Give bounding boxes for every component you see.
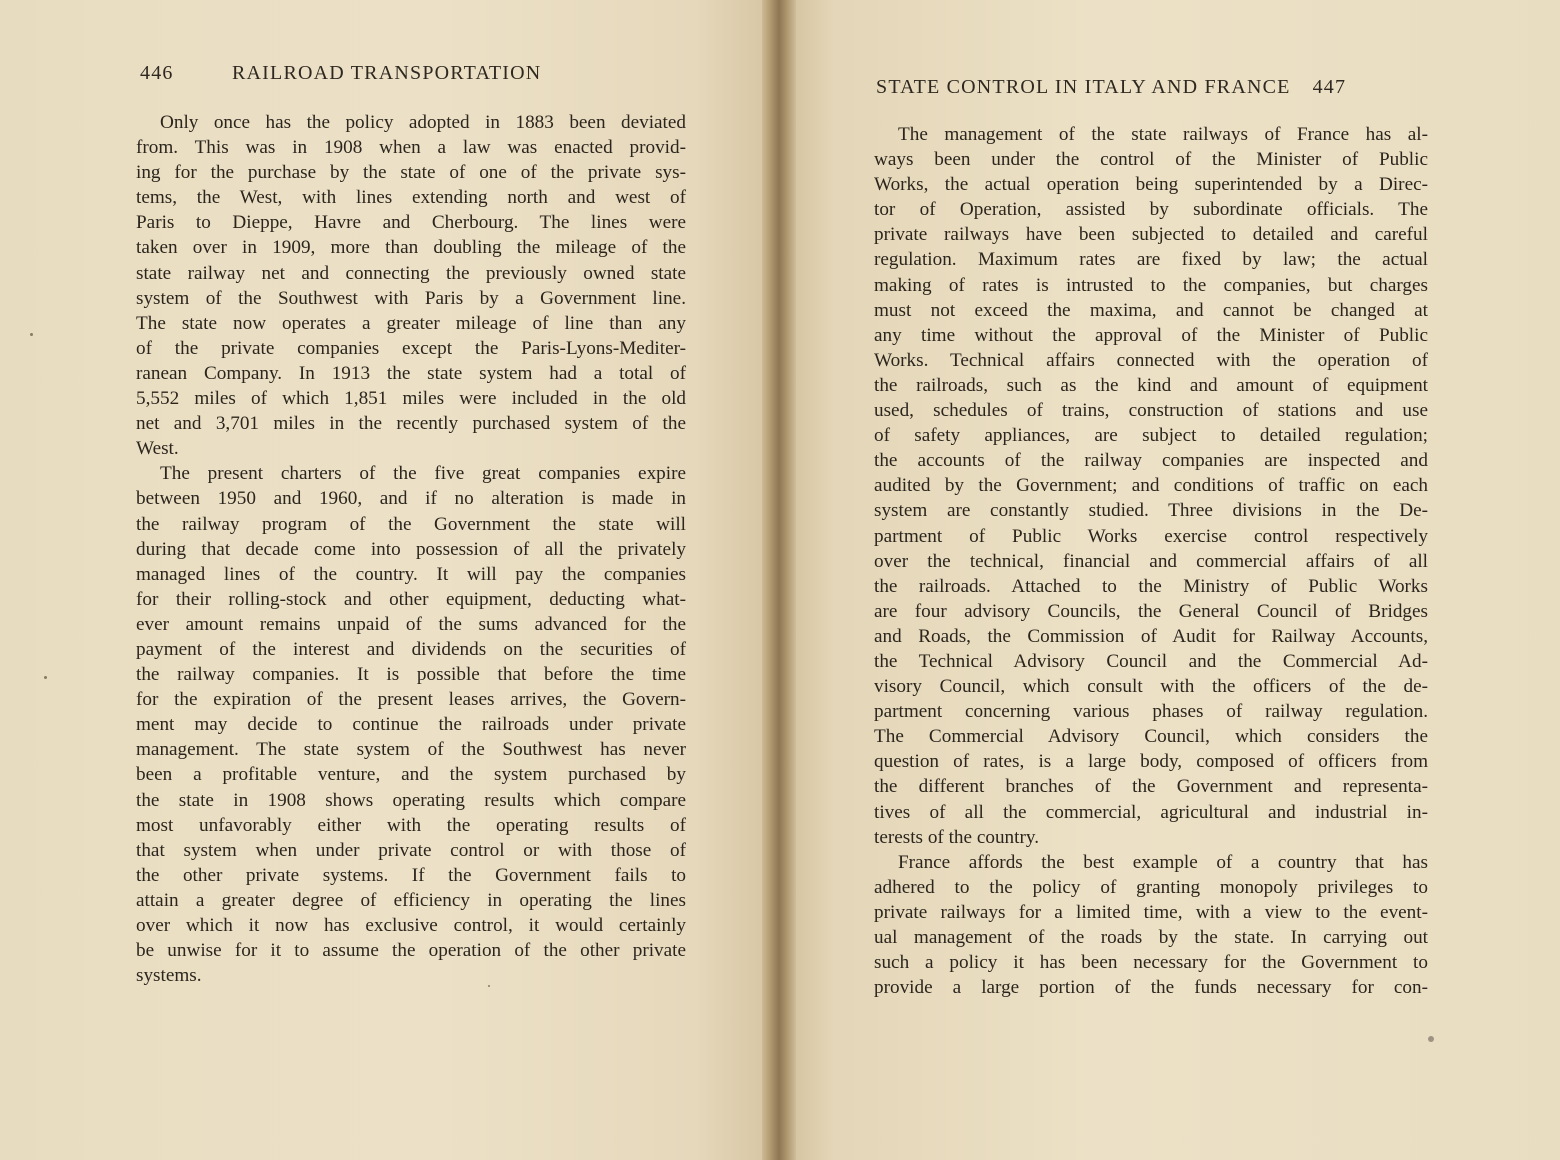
text-line: for their rolling-stock and other equipment, deducting what- <box>136 588 686 610</box>
text-line: net and 3,701 miles in the recently purchased system of the <box>136 413 686 435</box>
right-body-text <box>874 122 1428 1000</box>
right-running-head <box>876 76 1346 99</box>
text-line: the state in 1908 shows operating results which compare <box>136 789 686 811</box>
text-line: France affords the best example of a country that has <box>898 851 1428 873</box>
text-line: the railway program of the Government the state will <box>136 513 686 535</box>
right-running-title: STATE CONTROL IN ITALY AND FRANCE <box>876 76 1291 98</box>
text-line: partment of Public Works exercise control respectively <box>874 525 1428 547</box>
text-line: the Technical Advisory Council and the Commercial Ad- <box>874 650 1428 672</box>
text-line: question of rates, is a large body, composed of officers from <box>874 751 1428 773</box>
left-body-text <box>136 110 686 988</box>
text-line: for the expiration of the present leases arrives, the Govern- <box>136 689 686 711</box>
text-line: provide a large portion of the funds necessary for con- <box>874 977 1428 999</box>
text-line: private railways have been subjected to detailed and careful <box>874 224 1428 246</box>
paper-speck <box>488 985 490 987</box>
text-line: the railroads. Attached to the Ministry of Public Works <box>874 575 1428 597</box>
text-line: over the technical, financial and commercial affairs of all <box>874 550 1428 572</box>
text-line: The management of the state railways of France has al- <box>898 124 1428 145</box>
paper-speck <box>30 333 33 336</box>
text-line: management. The state system of the Southwest has never <box>136 739 686 761</box>
text-line: audited by the Government; and conditions of traffic on each <box>874 475 1428 497</box>
text-line: from. This was in 1908 when a law was enacted provid- <box>136 137 686 159</box>
book-gutter <box>762 0 796 1160</box>
text-line: been a profitable venture, and the system purchased by <box>136 764 686 786</box>
text-line: adhered to the policy of granting monopoly privileges to <box>874 876 1428 898</box>
paper-speck <box>44 676 47 679</box>
text-line: such a policy it has been necessary for the Government to <box>874 952 1428 974</box>
text-line: taken over in 1909, more than doubling the mileage of the <box>136 237 686 259</box>
left-running-head <box>140 62 541 85</box>
text-line: the railway companies. It is possible that before the time <box>136 664 686 686</box>
left-running-title: RAILROAD TRANSPORTATION <box>232 62 542 84</box>
text-line: ranean Company. In 1913 the state system had a total of <box>136 362 686 384</box>
text-line: ual management of the roads by the state. In carrying out <box>874 927 1428 948</box>
text-line: of safety appliances, are subject to detailed regulation; <box>874 425 1428 447</box>
paper-speck <box>1428 1036 1434 1042</box>
text-line: Works, the actual operation being superintended by a Direc- <box>874 174 1428 196</box>
text-line: terests of the country. <box>874 826 1039 848</box>
text-line: managed lines of the country. It will pay the companies <box>136 563 686 585</box>
text-line: visory Council, which consult with the officers of the de- <box>874 676 1428 698</box>
text-line: be unwise for it to assume the operation of the other private <box>136 940 686 962</box>
text-line: the other private systems. If the Government fails to <box>136 864 686 886</box>
text-line: Paris to Dieppe, Havre and Cherbourg. The lines were <box>136 212 686 234</box>
text-line: ever amount remains unpaid of the sums advanced for the <box>136 613 686 635</box>
text-line: used, schedules of trains, construction of stations and use <box>874 400 1428 422</box>
text-line: the different branches of the Government and representa- <box>874 776 1428 798</box>
text-line: The present charters of the five great companies expire <box>160 463 686 485</box>
text-line: ment may decide to continue the railroads under private <box>136 714 686 736</box>
text-line: payment of the interest and dividends on the securities of <box>136 638 686 660</box>
text-line: state railway net and connecting the previously owned state <box>136 262 686 284</box>
text-line: West. <box>136 438 179 460</box>
text-line: and Roads, the Commission of Audit for Railway Accounts, <box>874 625 1428 647</box>
text-line: private railways for a limited time, with a view to the event- <box>874 901 1428 923</box>
text-line: that system when under private control or with those of <box>136 839 686 861</box>
text-line: most unfavorably either with the operating results of <box>136 814 686 836</box>
text-line: of the private companies except the Paris-Lyons-Mediter- <box>136 337 686 359</box>
text-line: the railroads, such as the kind and amount of equipment <box>874 374 1428 396</box>
text-line: partment concerning various phases of railway regulation. <box>874 701 1428 723</box>
text-line: tems, the West, with lines extending north and west of <box>136 187 686 209</box>
text-line: systems. <box>136 965 202 987</box>
text-line: ing for the purchase by the state of one of the private sys- <box>136 162 686 184</box>
text-line: ways been under the control of the Minister of Public <box>874 149 1428 171</box>
text-line: Only once has the policy adopted in 1883 been deviated <box>160 112 686 133</box>
text-line: between 1950 and 1960, and if no alteration is made in <box>136 488 686 510</box>
text-line: system are constantly studied. Three divisions in the De- <box>874 500 1428 522</box>
text-line: 5,552 miles of which 1,851 miles were included in the old <box>136 388 686 410</box>
text-line: over which it now has exclusive control, it would certainly <box>136 915 686 936</box>
text-line: regulation. Maximum rates are fixed by law; the actual <box>874 249 1428 271</box>
text-line: any time without the approval of the Minister of Public <box>874 324 1428 346</box>
text-line: making of rates is intrusted to the companies, but charges <box>874 274 1428 296</box>
text-line: system of the Southwest with Paris by a Government line. <box>136 287 686 309</box>
text-line: The state now operates a greater mileage of line than any <box>136 312 686 334</box>
text-line: must not exceed the maxima, and cannot be changed at <box>874 299 1428 321</box>
text-line: the accounts of the railway companies are inspected and <box>874 450 1428 472</box>
text-line: tor of Operation, assisted by subordinate officials. The <box>874 199 1428 221</box>
right-page-number: 447 <box>1312 76 1347 98</box>
text-line: tives of all the commercial, agricultural and industrial in- <box>874 801 1428 823</box>
text-line: attain a greater degree of efficiency in operating the lines <box>136 889 686 911</box>
text-line: are four advisory Councils, the General Council of Bridges <box>874 600 1428 622</box>
left-page-number: 446 <box>140 62 174 84</box>
text-line: during that decade come into possession of all the privately <box>136 538 686 560</box>
text-line: Works. Technical affairs connected with the operation of <box>874 349 1428 371</box>
text-line: The Commercial Advisory Council, which considers the <box>874 726 1428 748</box>
